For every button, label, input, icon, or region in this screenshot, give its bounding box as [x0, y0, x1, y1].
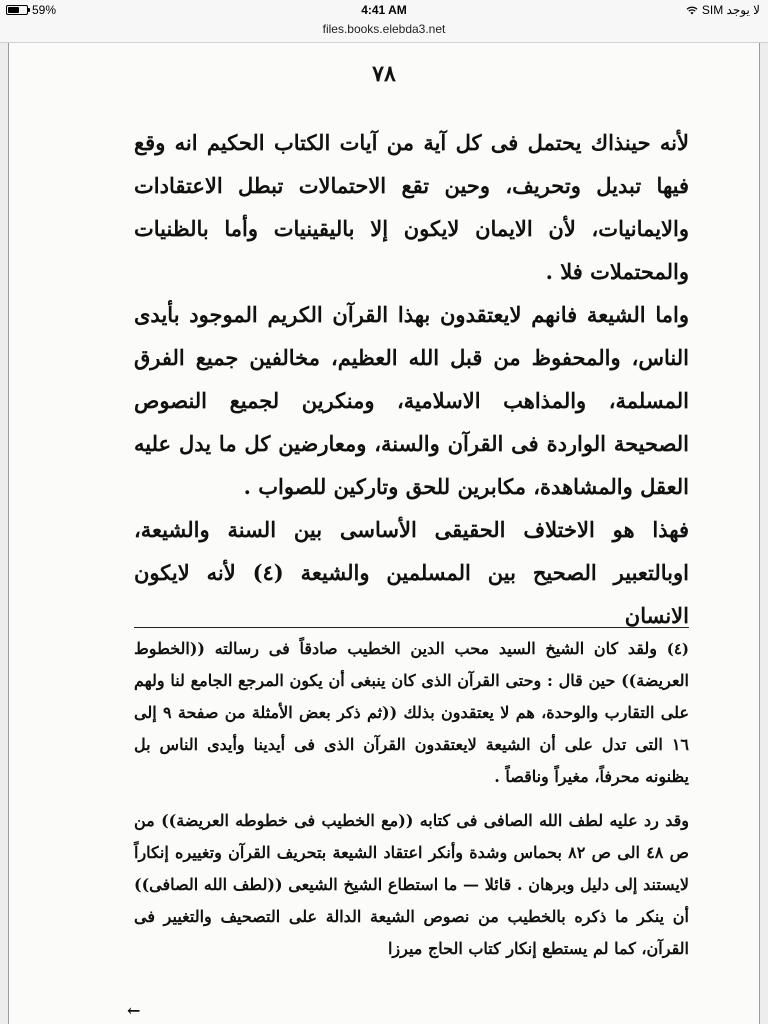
carrier-label: لا يوجد SIM	[701, 3, 760, 17]
body-paragraph: لأنه حينذاك يحتمل فى كل آية من آيات الكتاب الحكيم انه وقع فيها تبديل وتحريف، وحين تقع الاحتمالات تبطل الاعتقادات والايمانيات، لأن الايمان لايكون إلا باليقينيات وأما بالظنيات والمحتملات فلا .	[134, 130, 689, 284]
status-bar	[0, 0, 768, 20]
url-bar[interactable]	[0, 20, 768, 43]
continue-arrow-icon: ←	[127, 1001, 141, 1020]
url-text: files.books.elebda3.net	[322, 22, 446, 36]
footnotes	[134, 633, 689, 965]
body-paragraph: فهذا هو الاختلاف الحقيقى الأساسى بين السنة والشيعة، اوبالتعبير الصحيح بين المسلمين والشيعة (٤) لأنه لايكون الانسان	[134, 517, 689, 628]
footnote-divider	[134, 627, 689, 628]
page-body	[134, 121, 689, 637]
status-time: 4:41 AM	[361, 3, 407, 17]
body-paragraph: واما الشيعة فانهم لايعتقدون بهذا القرآن الكريم الموجود بأيدى الناس، والمحفوظ من قبل الله العظيم، مخالفين جميع الفرق المسلمة، والمذاهب الاسلامية، ومنكرين لجميع النصوص الصحيحة الواردة فى القرآن والسنة، ومعارضين كل ما يدل عليه العقل والمشاهدة، مكابرين للحق وتاركين للصواب .	[134, 302, 689, 499]
page-number: ٧٨	[372, 61, 396, 87]
battery-percent: 59%	[32, 3, 57, 17]
wifi-icon	[686, 5, 698, 15]
footnote-text: ولقد كان الشيخ السيد محب الدين الخطيب صادقاً فى رسالته ((الخطوط العريضة)) حين قال : وحتى القرآن الذى كان ينبغى أن يكون المرجع الجامع لنا ولهم على التقارب والوحدة، هم لا يعتقدون بذلك ((ثم ذكر بعض الأمثلة من صفحة ٩ إلى ١٦ التى تدل على أن الشيعة لايعتقدون القرآن الذى فى أيدينا وأيدى الناس بل يظنونه محرفاً، مغيراً وناقصاً .	[134, 639, 689, 786]
document-page	[8, 43, 760, 1024]
footnote-continuation: وقد رد عليه لطف الله الصافى فى كتابه ((مع الخطيب فى خطوطه العريضة)) من ص ٤٨ الى ص ٨٢ بحماس وشدة وأنكر اعتقاد الشيعة بتحريف القرآن وتغييره إنكاراً لايستند إلى دليل وبرهان . قائلا — ما استطاع الشيخ الشيعى ((لطف الله الصافى)) أن ينكر ما ذكره بالخطيب من نصوص الشيعة الدالة على التصحيف والتغيير فى القرآن، كما لم يستطع إنكار كتاب الحاج ميرزا	[134, 811, 689, 958]
footnote	[134, 633, 689, 793]
footnote-marker: (٤)	[666, 640, 689, 658]
document-viewer[interactable]	[0, 43, 768, 1024]
carrier-indicator	[686, 3, 760, 17]
